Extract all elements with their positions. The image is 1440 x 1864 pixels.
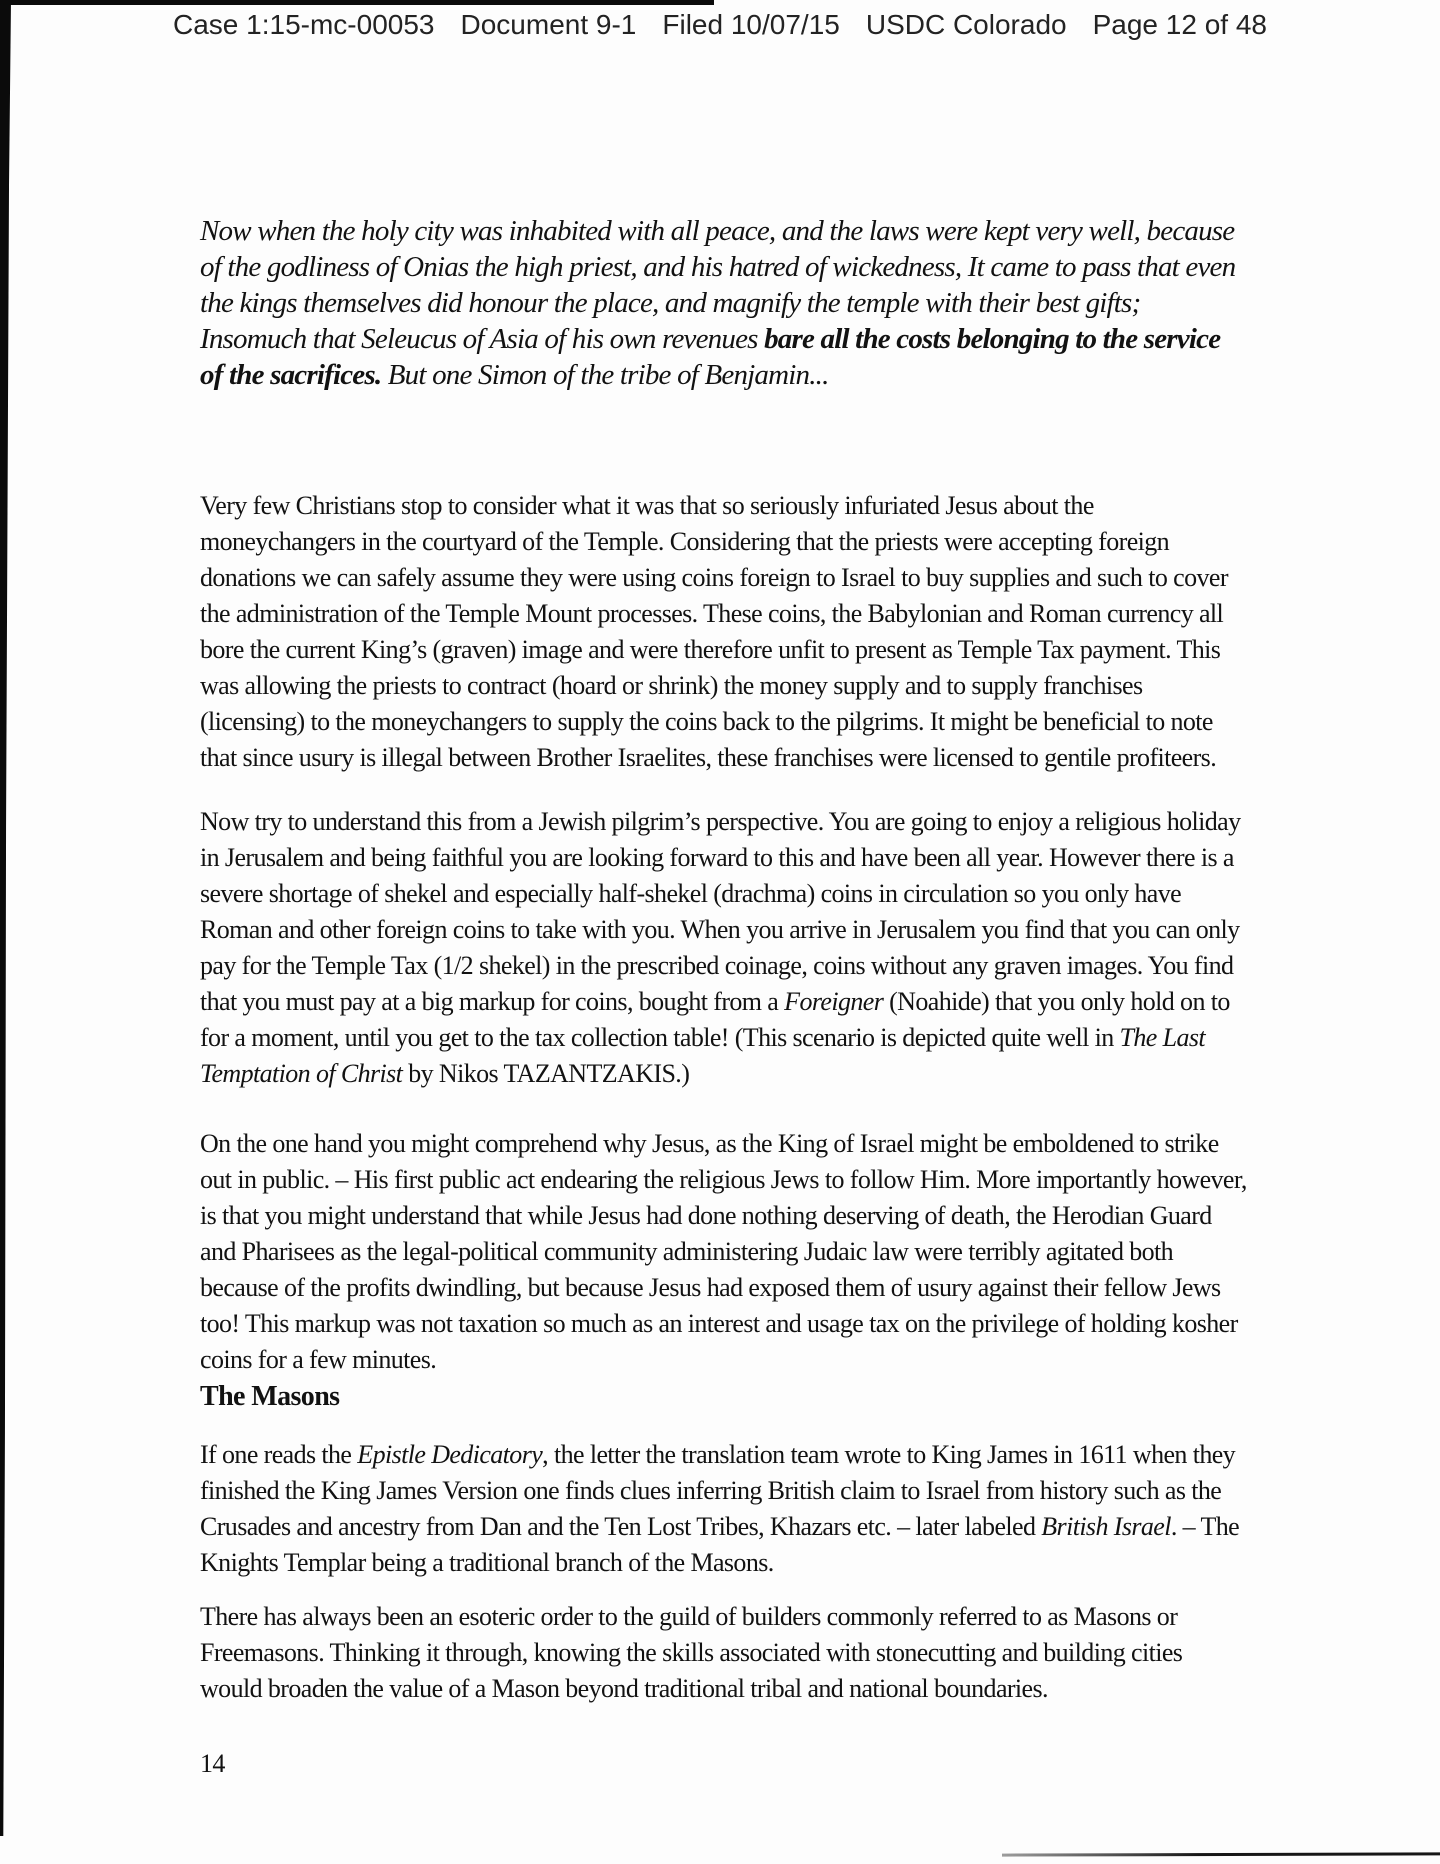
body-paragraph-epistle xyxy=(200,1437,1248,1581)
document-number: Document 9-1 xyxy=(460,9,637,40)
italic-term-foreigner: Foreigner xyxy=(784,987,884,1016)
paragraph-text: If one reads the xyxy=(200,1440,358,1469)
filed-date: Filed 10/07/15 xyxy=(662,9,840,40)
section-heading-the-masons: The Masons xyxy=(200,1381,340,1412)
page-number: 14 xyxy=(200,1749,225,1778)
body-paragraph-moneychangers: Very few Christians stop to consider what it was that so seriously infuriated Jesus about the moneychangers in the courtyard of the Temple. Considering that the priests were accepting foreign donations we can safely assume they were using coins foreign to Israel to buy supplies and such to cover the administration of the Temple Mount processes. These coins, the Babylonian and Roman currency all bore the current King’s (graven) image and were therefore unfit to present as Temple Tax payment. This was allowing the priests to contract (hoard or shrink) the money supply and to supply franchises (licensing) to the moneychangers to supply the coins back to the pilgrims. It might be beneficial to note that since usury is illegal between Brother Israelites, these franchises were licensed to gentile profiteers. xyxy=(200,491,1228,772)
scan-artifact-left-edge xyxy=(0,0,11,1836)
italic-term-british-israel: British Israel xyxy=(1041,1512,1171,1541)
italic-book-title: The Last Temptation of Christ xyxy=(200,1023,1206,1088)
body-paragraph-freemasons: There has always been an esoteric order to the guild of builders commonly referred to as Masons or Freemasons. Thinking it through, knowing the skills associated with stonecutting and building cities would broaden the value of a Mason beyond traditional tribal and national boundaries. xyxy=(200,1602,1183,1703)
document-body xyxy=(200,0,1248,1864)
paragraph-text: , the letter the translation team wrote to King James in 1611 when they finished the King James Version one finds clues inferring British claim to Israel from history such as the Crusades and ancestry from Dan and the Ten Lost Tribes, Khazars etc. – later labeled xyxy=(200,1440,1236,1541)
quote-bold-emphasis: bare all the costs belonging to the service of the sacrifices. xyxy=(200,323,1221,391)
quote-text-lead: Now when the holy city was inhabited with all peace, and the laws were kept very well, because of the godliness of Onias the high priest, and his hatred of wickedness, It came to pass that even the kings themselves did honour the place, and magnify the temple with their best gifts; Insomuch that Seleucus of Asia of his own revenues xyxy=(200,215,1236,355)
body-paragraph-pilgrim xyxy=(200,804,1248,1092)
paragraph-text: by Nikos TAZANTZAKIS.) xyxy=(402,1059,690,1088)
body-paragraph-jesus-usury: On the one hand you might comprehend why Jesus, as the King of Israel might be emboldened to strike out in public. – His first public act endearing the religious Jews to follow Him. More importantly however, is that you might understand that while Jesus had done nothing deserving of death, the Herodian Guard and Pharisees as the legal-political community administering Judaic law were terribly agitated both because of the profits dwindling, but because Jesus had exposed them of usury against their fellow Jews too! This markup was not taxation so much as an interest and usage tax on the privilege of holding kosher coins for a few minutes. xyxy=(200,1129,1247,1374)
case-number: Case 1:15-mc-00053 xyxy=(173,9,435,40)
page-of-indicator: Page 12 of 48 xyxy=(1092,9,1267,40)
court-name: USDC Colorado xyxy=(865,9,1067,40)
scripture-blockquote xyxy=(200,213,1248,393)
italic-term-epistle-dedicatory: Epistle Dedicatory xyxy=(357,1440,543,1469)
paragraph-text: . – The Knights Templar being a traditional branch of the Masons. xyxy=(200,1512,1240,1577)
paragraph-text: (Noahide) that you only hold on to for a moment, until you get to the tax collection table! (This scenario is depicted quite well in xyxy=(200,987,1230,1052)
quote-text-tail: But one Simon of the tribe of Benjamin... xyxy=(381,359,829,391)
paragraph-text: Now try to understand this from a Jewish pilgrim’s perspective. You are going to enjoy a religious holiday in Jerusalem and being faithful you are looking forward to this and have been all year. However there is a severe shortage of shekel and especially half-shekel (drachma) coins in circulation so you only have Roman and other foreign coins to take with you. When you arrive in Jerusalem you find that you can only pay for the Temple Tax (1/2 shekel) in the prescribed coinage, coins without any graven images. You find that you must pay at a big markup for coins, bought from a xyxy=(200,807,1241,1016)
